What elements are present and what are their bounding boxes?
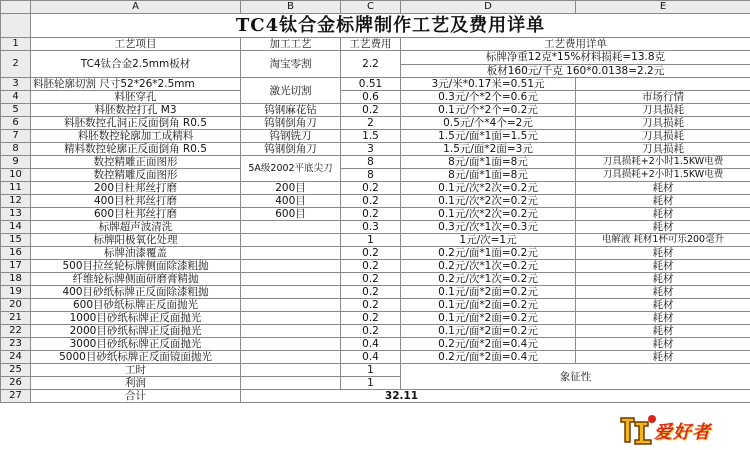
row-header[interactable]: 7 [1, 130, 31, 143]
cell-detail[interactable]: 0.2元/次*1次=0.2元 [401, 260, 576, 273]
row-header[interactable]: 16 [1, 247, 31, 260]
cell-process[interactable] [241, 273, 341, 286]
cell-cost[interactable]: 1 [341, 377, 401, 390]
cell-process[interactable] [241, 299, 341, 312]
row-header[interactable]: 19 [1, 286, 31, 299]
cell-detail[interactable]: 0.1元/面*2面=0.2元 [401, 286, 576, 299]
total-value[interactable]: 32.11 [241, 390, 750, 403]
cell-cost[interactable]: 2 [341, 117, 401, 130]
cell-item[interactable]: 3000目砂纸标牌正反面抛光 [31, 338, 241, 351]
row-header[interactable]: 17 [1, 260, 31, 273]
cell-item[interactable]: 料胚轮廓切割 尺寸52*26*2.5mm [31, 78, 241, 91]
table-row [1, 273, 750, 286]
cell-detail[interactable]: 0.2元/面*2面=0.4元 [401, 351, 576, 364]
cell-process[interactable]: 激光切割 [241, 78, 341, 104]
column-header-d[interactable]: D [401, 1, 576, 14]
cell-cost[interactable]: 1 [341, 234, 401, 247]
column-header-c[interactable]: C [341, 1, 401, 14]
cell-item[interactable]: 标牌阳极氧化处理 [31, 234, 241, 247]
row-header[interactable]: 1 [1, 38, 31, 51]
cell-cost[interactable]: 0.2 [341, 299, 401, 312]
cell-cost[interactable]: 0.51 [341, 78, 401, 91]
cell-detail[interactable]: 1.5元/面*1面=1.5元 [401, 130, 576, 143]
table-row [1, 299, 750, 312]
cell-item[interactable]: 利润 [31, 377, 241, 390]
cell-cost[interactable]: 0.2 [341, 208, 401, 221]
cell-note[interactable]: 耗材 [576, 351, 750, 364]
row-header[interactable]: 15 [1, 234, 31, 247]
logo-emblem-icon [618, 412, 658, 446]
row-header[interactable]: 11 [1, 182, 31, 195]
cell-process[interactable] [241, 312, 341, 325]
cell-process[interactable] [241, 325, 341, 338]
cell-cost[interactable]: 1.5 [341, 130, 401, 143]
cell-detail[interactable]: 标牌净重12克*15%材料损耗=13.8克 [401, 51, 750, 65]
table-row [1, 104, 750, 117]
cell-process[interactable]: 钨钢倒角刀 [241, 143, 341, 156]
row-header[interactable]: 10 [1, 169, 31, 182]
cell-cost[interactable]: 0.4 [341, 338, 401, 351]
cell-detail[interactable]: 0.1元/次*2次=0.2元 [401, 208, 576, 221]
cell-symbolic-note[interactable]: 象征性 [401, 364, 750, 390]
cell-cost[interactable]: 8 [341, 156, 401, 169]
cell-cost[interactable]: 0.2 [341, 195, 401, 208]
row-header[interactable]: 3 [1, 78, 31, 91]
cell-cost[interactable]: 3 [341, 143, 401, 156]
cell-cost[interactable]: 0.2 [341, 286, 401, 299]
row-header[interactable]: 23 [1, 338, 31, 351]
row-header[interactable]: 22 [1, 325, 31, 338]
table-row [1, 234, 750, 247]
header-detail[interactable]: 工艺费用详单 [401, 38, 750, 51]
cell-item[interactable]: 工时 [31, 364, 241, 377]
cell-note[interactable]: 耗材 [576, 286, 750, 299]
cell-cost[interactable]: 0.2 [341, 260, 401, 273]
cell-note[interactable]: 耗材 [576, 325, 750, 338]
table-row [1, 91, 750, 104]
cell-cost[interactable]: 0.6 [341, 91, 401, 104]
cell-note[interactable]: 耗材 [576, 208, 750, 221]
cell-item[interactable]: 2000目砂纸标牌正反面抛光 [31, 325, 241, 338]
column-header-e[interactable]: E [576, 1, 750, 14]
table-row [1, 130, 750, 143]
cell-cost[interactable]: 0.4 [341, 351, 401, 364]
cell-cost[interactable]: 0.2 [341, 325, 401, 338]
cell-detail[interactable]: 0.2元/面*1面=0.2元 [401, 247, 576, 260]
cell-note[interactable]: 耗材 [576, 221, 750, 234]
cell-process[interactable]: 400目 [241, 195, 341, 208]
table-row [1, 286, 750, 299]
total-row [1, 390, 750, 403]
cell-detail[interactable]: 0.1元/面*2面=0.2元 [401, 312, 576, 325]
row-header[interactable]: 25 [1, 364, 31, 377]
row-header[interactable]: 8 [1, 143, 31, 156]
cell-note[interactable]: 刀具损耗 [576, 117, 750, 130]
cell-detail[interactable]: 1元/次=1元 [401, 234, 576, 247]
cell-process[interactable] [241, 221, 341, 234]
cell-item[interactable]: 400目杜邦丝打磨 [31, 195, 241, 208]
table-row [1, 117, 750, 130]
header-item[interactable]: 工艺项目 [31, 38, 241, 51]
cell-process[interactable] [241, 234, 341, 247]
cell-process[interactable]: 200目 [241, 182, 341, 195]
cell-note[interactable]: 耗材 [576, 182, 750, 195]
cell-detail[interactable]: 0.1元/面*2面=0.2元 [401, 299, 576, 312]
cell-item[interactable]: TC4钛合金2.5mm板材 [31, 51, 241, 78]
column-header-b[interactable]: B [241, 1, 341, 14]
table-row [1, 156, 750, 169]
table-row [1, 195, 750, 208]
cell-note[interactable]: 刀具损耗+2小时1.5KW电费 [576, 169, 750, 182]
sheet-title[interactable]: TC4钛合金标牌制作工艺及费用详单 [31, 14, 750, 38]
cell-note[interactable]: 刀具损耗+2小时1.5KW电费 [576, 156, 750, 169]
table-row [1, 325, 750, 338]
cell-process[interactable]: 钨钢麻花钻 [241, 104, 341, 117]
cell-detail[interactable]: 0.1元/面*2面=0.2元 [401, 325, 576, 338]
site-logo [618, 412, 746, 446]
table-row [1, 312, 750, 325]
cell-process[interactable] [241, 351, 341, 364]
table-row [1, 78, 750, 91]
row-header[interactable]: 21 [1, 312, 31, 325]
row-header[interactable] [1, 14, 31, 38]
cell-detail[interactable]: 3元/米*0.17米=0.51元 [401, 78, 576, 91]
cell-detail[interactable]: 8元/面*1面=8元 [401, 156, 576, 169]
table-row [1, 51, 750, 65]
table-row [1, 351, 750, 364]
cell-note[interactable]: 刀具损耗 [576, 143, 750, 156]
row-header[interactable]: 4 [1, 91, 31, 104]
table-row [1, 143, 750, 156]
cell-detail[interactable]: 8元/面*1面=8元 [401, 169, 576, 182]
cell-detail[interactable]: 0.2元/面*2面=0.4元 [401, 338, 576, 351]
cell-item[interactable]: 料胚数控打孔 M3 [31, 104, 241, 117]
cell-detail[interactable]: 1.5元/面*2面=3元 [401, 143, 576, 156]
cell-item[interactable]: 精料数控轮廓正反面倒角 R0.5 [31, 143, 241, 156]
cell-detail-2[interactable]: 板材160元/千克 160*0.0138=2.2元 [401, 64, 750, 78]
cell-process[interactable] [241, 377, 341, 390]
cell-cost[interactable]: 0.2 [341, 312, 401, 325]
row-header[interactable]: 18 [1, 273, 31, 286]
cell-item[interactable]: 标牌油漆覆盖 [31, 247, 241, 260]
row-header[interactable]: 14 [1, 221, 31, 234]
header-row [1, 38, 750, 51]
cell-detail[interactable]: 0.3元/次*1次=0.3元 [401, 221, 576, 234]
row-header[interactable]: 24 [1, 351, 31, 364]
cell-item[interactable]: 数控精雕正面图形 [31, 156, 241, 169]
cell-process[interactable] [241, 260, 341, 273]
table-row [1, 364, 750, 377]
table-row [1, 208, 750, 221]
cell-item[interactable]: 1000目砂纸标牌正反面抛光 [31, 312, 241, 325]
cell-cost[interactable]: 0.2 [341, 247, 401, 260]
row-header[interactable]: 13 [1, 208, 31, 221]
cell-detail[interactable]: 0.5元/个*4个=2元 [401, 117, 576, 130]
cell-item[interactable]: 600目杜邦丝打磨 [31, 208, 241, 221]
cell-cost[interactable]: 2.2 [341, 51, 401, 78]
cell-detail[interactable]: 0.1元/个*2个=0.2元 [401, 104, 576, 117]
cell-process[interactable]: 淘宝零割 [241, 51, 341, 78]
total-label[interactable]: 合计 [31, 390, 241, 403]
cell-process[interactable] [241, 364, 341, 377]
cell-cost[interactable]: 0.2 [341, 104, 401, 117]
row-header[interactable]: 5 [1, 104, 31, 117]
row-header[interactable]: 26 [1, 377, 31, 390]
cell-note[interactable]: 市场行情 [576, 91, 750, 104]
row-header[interactable]: 6 [1, 117, 31, 130]
cell-note[interactable]: 耗材 [576, 273, 750, 286]
table-row [1, 247, 750, 260]
cell-item[interactable]: 5000目砂纸标牌正反面镜面抛光 [31, 351, 241, 364]
cell-process[interactable]: 钨钢铣刀 [241, 130, 341, 143]
cell-item[interactable]: 600目砂纸标牌正反面抛光 [31, 299, 241, 312]
cell-item[interactable]: 料胚数控孔洞正反面倒角 R0.5 [31, 117, 241, 130]
cell-detail[interactable]: 0.3元/个*2个=0.6元 [401, 91, 576, 104]
cell-note[interactable]: 耗材 [576, 299, 750, 312]
cell-note[interactable]: 耗材 [576, 247, 750, 260]
cell-note[interactable]: 耗材 [576, 312, 750, 325]
cell-detail[interactable]: 0.1元/次*2次=0.2元 [401, 195, 576, 208]
cell-item[interactable]: 数控精雕反面图形 [31, 169, 241, 182]
cell-cost[interactable]: 0.2 [341, 273, 401, 286]
table-row [1, 221, 750, 234]
logo-text: 爱好者 [654, 422, 711, 443]
cell-detail[interactable]: 0.2元/次*1次=0.2元 [401, 273, 576, 286]
table-row [1, 260, 750, 273]
title-row [1, 14, 750, 38]
column-header-row [1, 1, 750, 14]
cell-cost[interactable]: 0.2 [341, 182, 401, 195]
cell-item[interactable]: 400目砂纸标牌正反面除漆粗抛 [31, 286, 241, 299]
row-header[interactable]: 27 [1, 390, 31, 403]
cell-item[interactable]: 纤维轮标牌侧面研磨膏精抛 [31, 273, 241, 286]
cell-note[interactable]: 刀具损耗 [576, 104, 750, 117]
cell-detail[interactable]: 0.1元/次*2次=0.2元 [401, 182, 576, 195]
cell-note[interactable]: 耗材 [576, 195, 750, 208]
cell-cost[interactable]: 0.3 [341, 221, 401, 234]
cell-process[interactable] [241, 338, 341, 351]
cell-process[interactable] [241, 247, 341, 260]
cell-item[interactable]: 标牌超声波清洗 [31, 221, 241, 234]
cell-item[interactable]: 料胚数控轮廓加工成精料 [31, 130, 241, 143]
header-process[interactable]: 加工工艺 [241, 38, 341, 51]
cell-note[interactable]: 刀具损耗 [576, 130, 750, 143]
table-row [1, 338, 750, 351]
select-all-corner[interactable] [1, 1, 31, 14]
cell-cost[interactable]: 1 [341, 364, 401, 377]
cell-note[interactable] [576, 78, 750, 91]
cell-item[interactable]: 料胚穿孔 [31, 91, 241, 104]
cell-process[interactable]: 600目 [241, 208, 341, 221]
row-header[interactable]: 2 [1, 51, 31, 78]
cell-process[interactable]: 5A级2002平底尖刀 [241, 156, 341, 182]
column-header-a[interactable]: A [31, 1, 241, 14]
cell-process[interactable]: 钨钢倒角刀 [241, 117, 341, 130]
cell-item[interactable]: 200目杜邦丝打磨 [31, 182, 241, 195]
cell-process[interactable] [241, 286, 341, 299]
header-cost[interactable]: 工艺费用 [341, 38, 401, 51]
table-row [1, 182, 750, 195]
row-header[interactable]: 12 [1, 195, 31, 208]
row-header[interactable]: 9 [1, 156, 31, 169]
table-row [1, 169, 750, 182]
row-header[interactable]: 20 [1, 299, 31, 312]
cell-note[interactable]: 电解液 耗材1杯可乐200毫升 [576, 234, 750, 247]
cell-note[interactable]: 耗材 [576, 338, 750, 351]
cell-cost[interactable]: 8 [341, 169, 401, 182]
cell-item[interactable]: 500目拉丝轮标牌侧面除漆粗抛 [31, 260, 241, 273]
cell-note[interactable]: 耗材 [576, 260, 750, 273]
